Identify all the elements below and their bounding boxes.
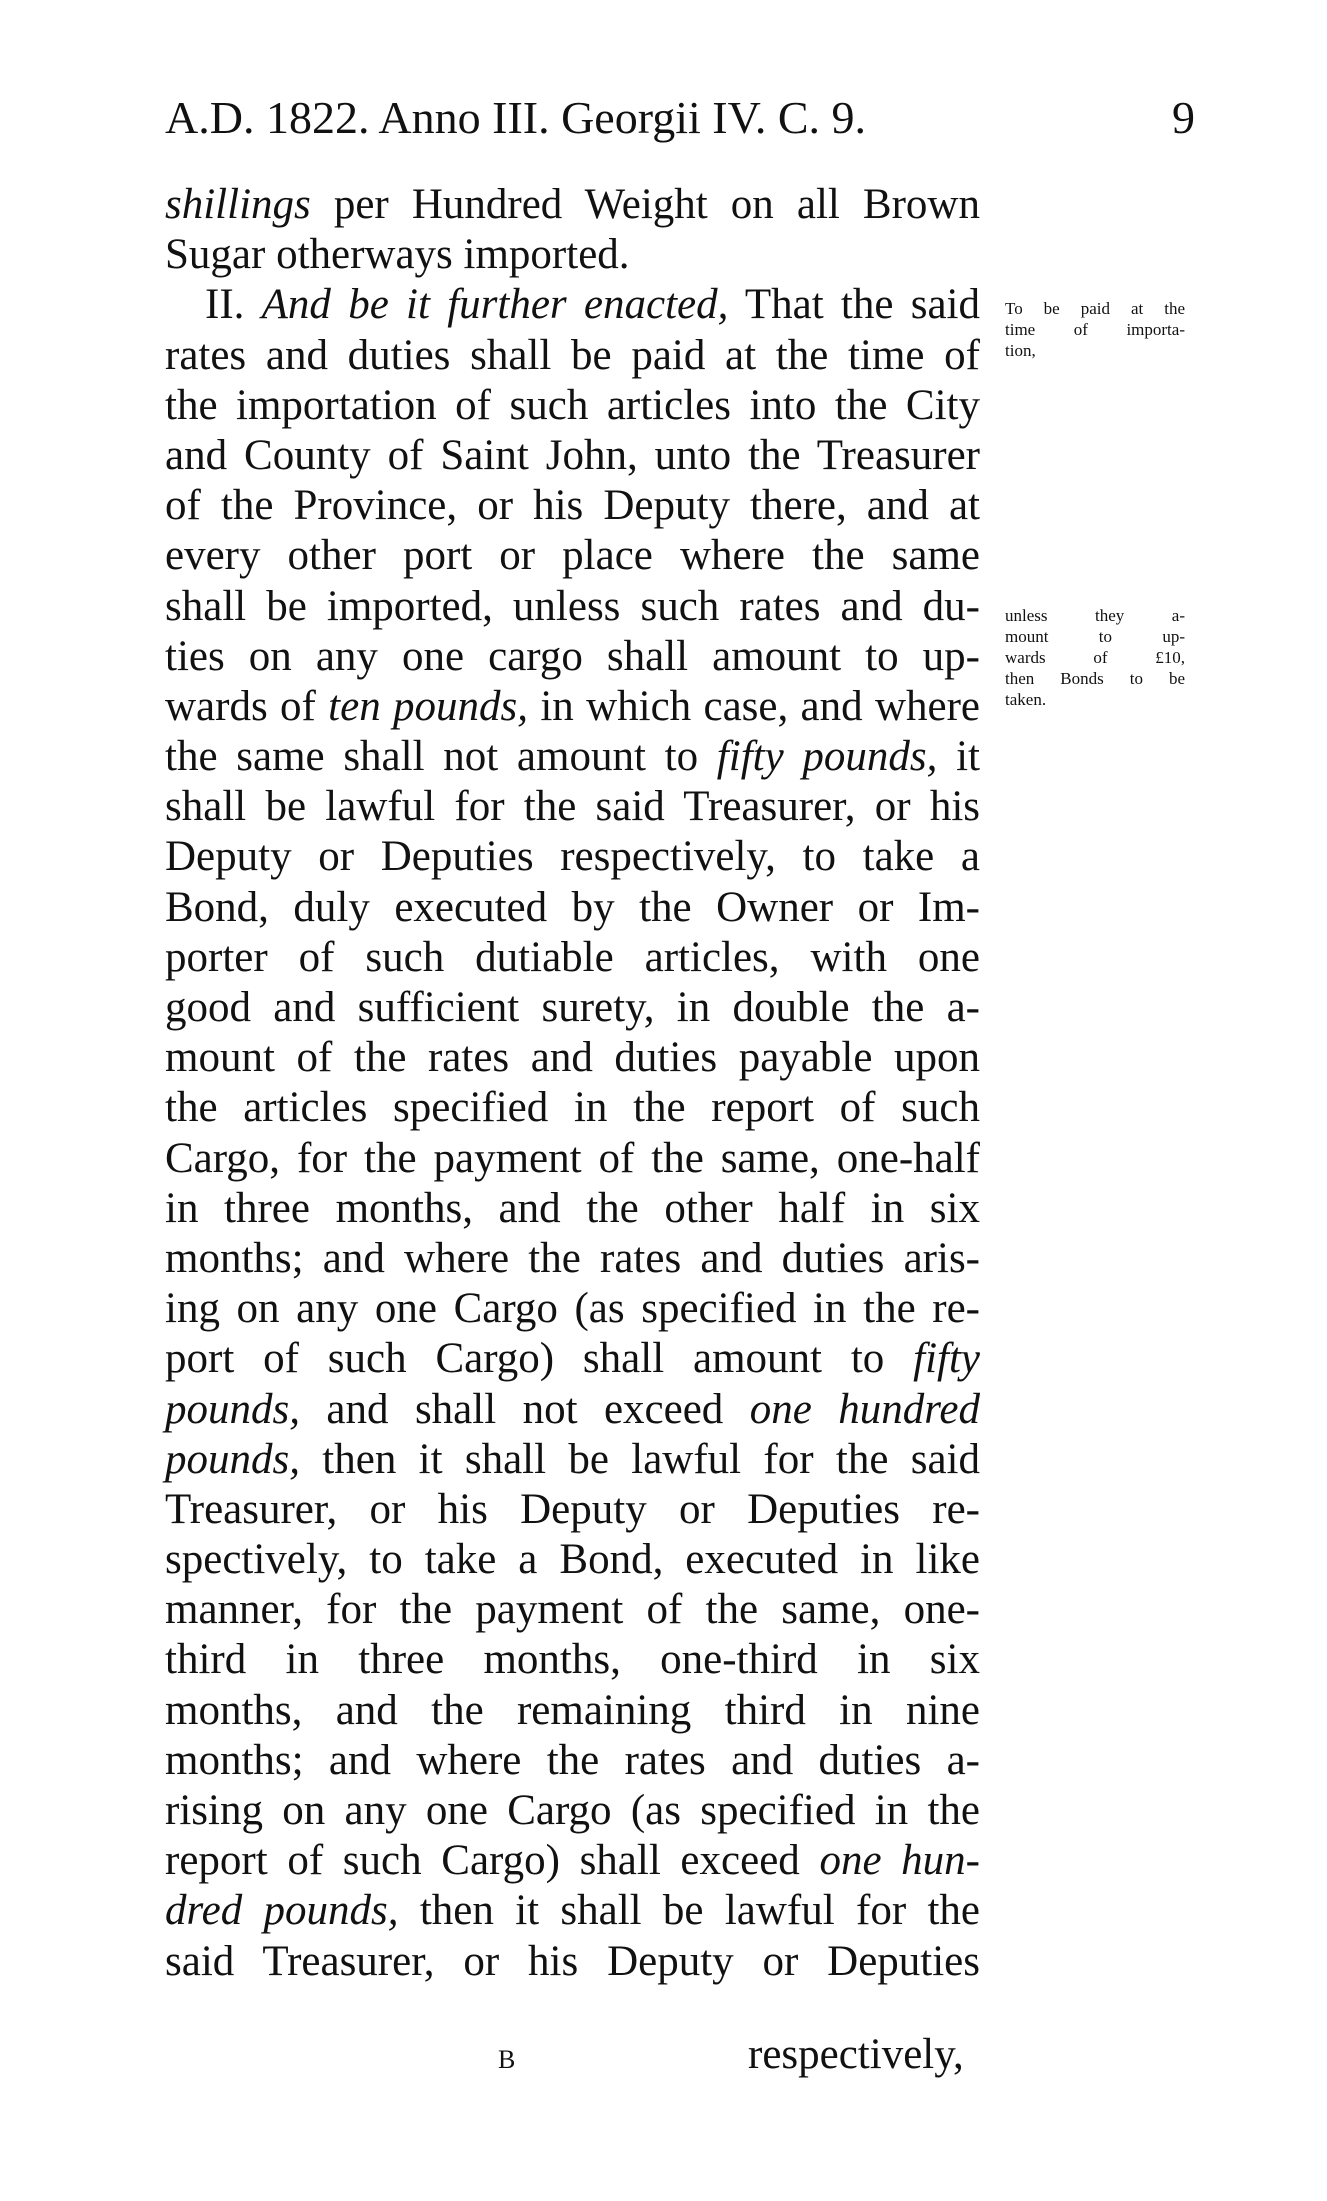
- text-line: [165, 1184, 980, 1234]
- text-line: [165, 1937, 980, 1987]
- text-line: [165, 1385, 980, 1435]
- text-line: [165, 1435, 980, 1485]
- text-run: the same shall not amount to: [165, 733, 717, 781]
- text-run: ties on any one cargo shall amount to up-: [165, 632, 980, 680]
- margin-note-line: mount to up-: [1005, 627, 1185, 646]
- text-run: then it shall be lawful for the said: [299, 1435, 980, 1483]
- text-run: the articles specified in the report of such: [165, 1084, 980, 1132]
- text-line: [165, 1033, 980, 1083]
- text-run: Cargo, for the payment of the same, one-half: [165, 1134, 980, 1182]
- text-run: months; and where the rates and duties a-: [165, 1736, 980, 1784]
- margin-note-line: wards of £10,: [1005, 648, 1185, 667]
- margin-note-bonds: [1005, 605, 1185, 710]
- margin-note-line: To be paid at the: [1005, 299, 1185, 318]
- text-run: per Hundred Weight on all Brown: [310, 181, 980, 228]
- italic-text: shillings: [165, 181, 311, 228]
- text-run: Deputy or Deputies respectively, to take a: [165, 833, 980, 881]
- text-line: [165, 280, 980, 330]
- text-run: said Treasurer, or his Deputy or Deputies: [165, 1937, 980, 1985]
- text-line: [165, 230, 980, 280]
- text-line: [165, 1886, 980, 1936]
- text-line: [165, 632, 980, 682]
- text-line: [165, 331, 980, 381]
- italic-text: fifty pounds,: [716, 733, 938, 781]
- text-run: Sugar otherways imported.: [165, 231, 630, 279]
- margin-note-payment-time: [1005, 298, 1185, 361]
- italic-text: dred pounds,: [165, 1887, 399, 1935]
- body-text: [165, 180, 980, 1987]
- text-run: wards of: [165, 682, 329, 730]
- text-line: [165, 1786, 980, 1836]
- italic-text: ten pounds,: [328, 682, 528, 730]
- text-run: porter of such dutiable articles, with one: [165, 933, 980, 981]
- text-run: third in three months, one-third in six: [165, 1636, 980, 1684]
- text-line: [165, 1083, 980, 1133]
- text-run: of the Province, or his Deputy there, and at: [165, 482, 980, 530]
- text-line: [165, 431, 980, 481]
- text-line: [165, 481, 980, 531]
- text-run: and shall not exceed: [299, 1385, 750, 1433]
- text-run: Bond, duly executed by the Owner or Im-: [165, 883, 980, 931]
- text-run: in three months, and the other half in six: [165, 1184, 980, 1232]
- text-line: [165, 381, 980, 431]
- text-run: the importation of such articles into the City: [165, 381, 980, 429]
- text-line: [165, 682, 980, 732]
- text-run: mount of the rates and duties payable upon: [165, 1034, 980, 1082]
- text-run: months; and where the rates and duties aris-: [165, 1234, 980, 1282]
- text-run: then it shall be lawful for the: [398, 1887, 980, 1935]
- text-run: ing on any one Cargo (as specified in the re-: [165, 1285, 980, 1333]
- text-run: Treasurer, or his Deputy or Deputies re-: [165, 1485, 980, 1533]
- signature-mark: B: [498, 2045, 516, 2074]
- text-line: [165, 1535, 980, 1585]
- text-line: [165, 1284, 980, 1334]
- text-run: every other port or place where the same: [165, 532, 980, 580]
- text-line: [165, 983, 980, 1033]
- text-line: [165, 582, 980, 632]
- text-run: shall be lawful for the said Treasurer, or his: [165, 783, 980, 831]
- text-run: and County of Saint John, unto the Treasurer: [165, 431, 980, 479]
- text-line: [165, 1686, 980, 1736]
- text-run: months, and the remaining third in nine: [165, 1686, 980, 1734]
- text-run: That the said: [728, 281, 980, 329]
- text-run: good and sufficient surety, in double the a-: [165, 984, 980, 1031]
- text-line: [165, 1635, 980, 1685]
- running-title: A.D. 1822. Anno III. Georgii IV. C. 9.: [165, 92, 867, 143]
- text-line: [165, 531, 980, 581]
- italic-text: pounds,: [165, 1385, 300, 1433]
- italic-text: one hun-: [819, 1837, 980, 1885]
- italic-text: fifty: [913, 1335, 980, 1383]
- text-line: [165, 1485, 980, 1535]
- text-line: [165, 732, 980, 782]
- text-run: report of such Cargo) shall exceed: [165, 1837, 820, 1885]
- text-line: [165, 1736, 980, 1786]
- text-run: II.: [205, 281, 262, 329]
- text-line: [165, 1585, 980, 1635]
- page-number: 9: [1172, 92, 1195, 143]
- margin-note-line: unless they a-: [1005, 606, 1185, 625]
- text-run: it: [937, 733, 980, 781]
- text-run: port of such Cargo) shall amount to: [165, 1335, 914, 1383]
- text-line: [165, 883, 980, 933]
- margin-note-line: then Bonds to be: [1005, 669, 1185, 688]
- margin-note-line: time of importa-: [1005, 320, 1185, 339]
- text-line: [165, 782, 980, 832]
- text-run: rates and duties shall be paid at the time of: [165, 331, 980, 379]
- running-head: [165, 88, 1195, 148]
- text-line: [165, 1836, 980, 1886]
- text-line: [165, 180, 980, 230]
- text-line: [165, 1234, 980, 1284]
- text-run: in which case, and where: [528, 682, 980, 730]
- text-line: [165, 1134, 980, 1184]
- text-run: shall be imported, unless such rates and du-: [165, 582, 980, 630]
- text-run: rising on any one Cargo (as specified in the: [165, 1787, 980, 1834]
- catchword: respectively,: [748, 2031, 964, 2078]
- italic-text: one hundred: [749, 1385, 980, 1433]
- margin-note-line: taken.: [1005, 690, 1047, 709]
- margin-note-line: tion,: [1005, 341, 1036, 360]
- text-line: [165, 832, 980, 882]
- text-line: [165, 1334, 980, 1384]
- text-line: [165, 933, 980, 983]
- italic-text: And be it further enacted,: [261, 281, 729, 329]
- text-run: spectively, to take a Bond, executed in like: [165, 1536, 980, 1584]
- italic-text: pounds,: [165, 1435, 300, 1483]
- text-run: manner, for the payment of the same, one-: [165, 1586, 980, 1634]
